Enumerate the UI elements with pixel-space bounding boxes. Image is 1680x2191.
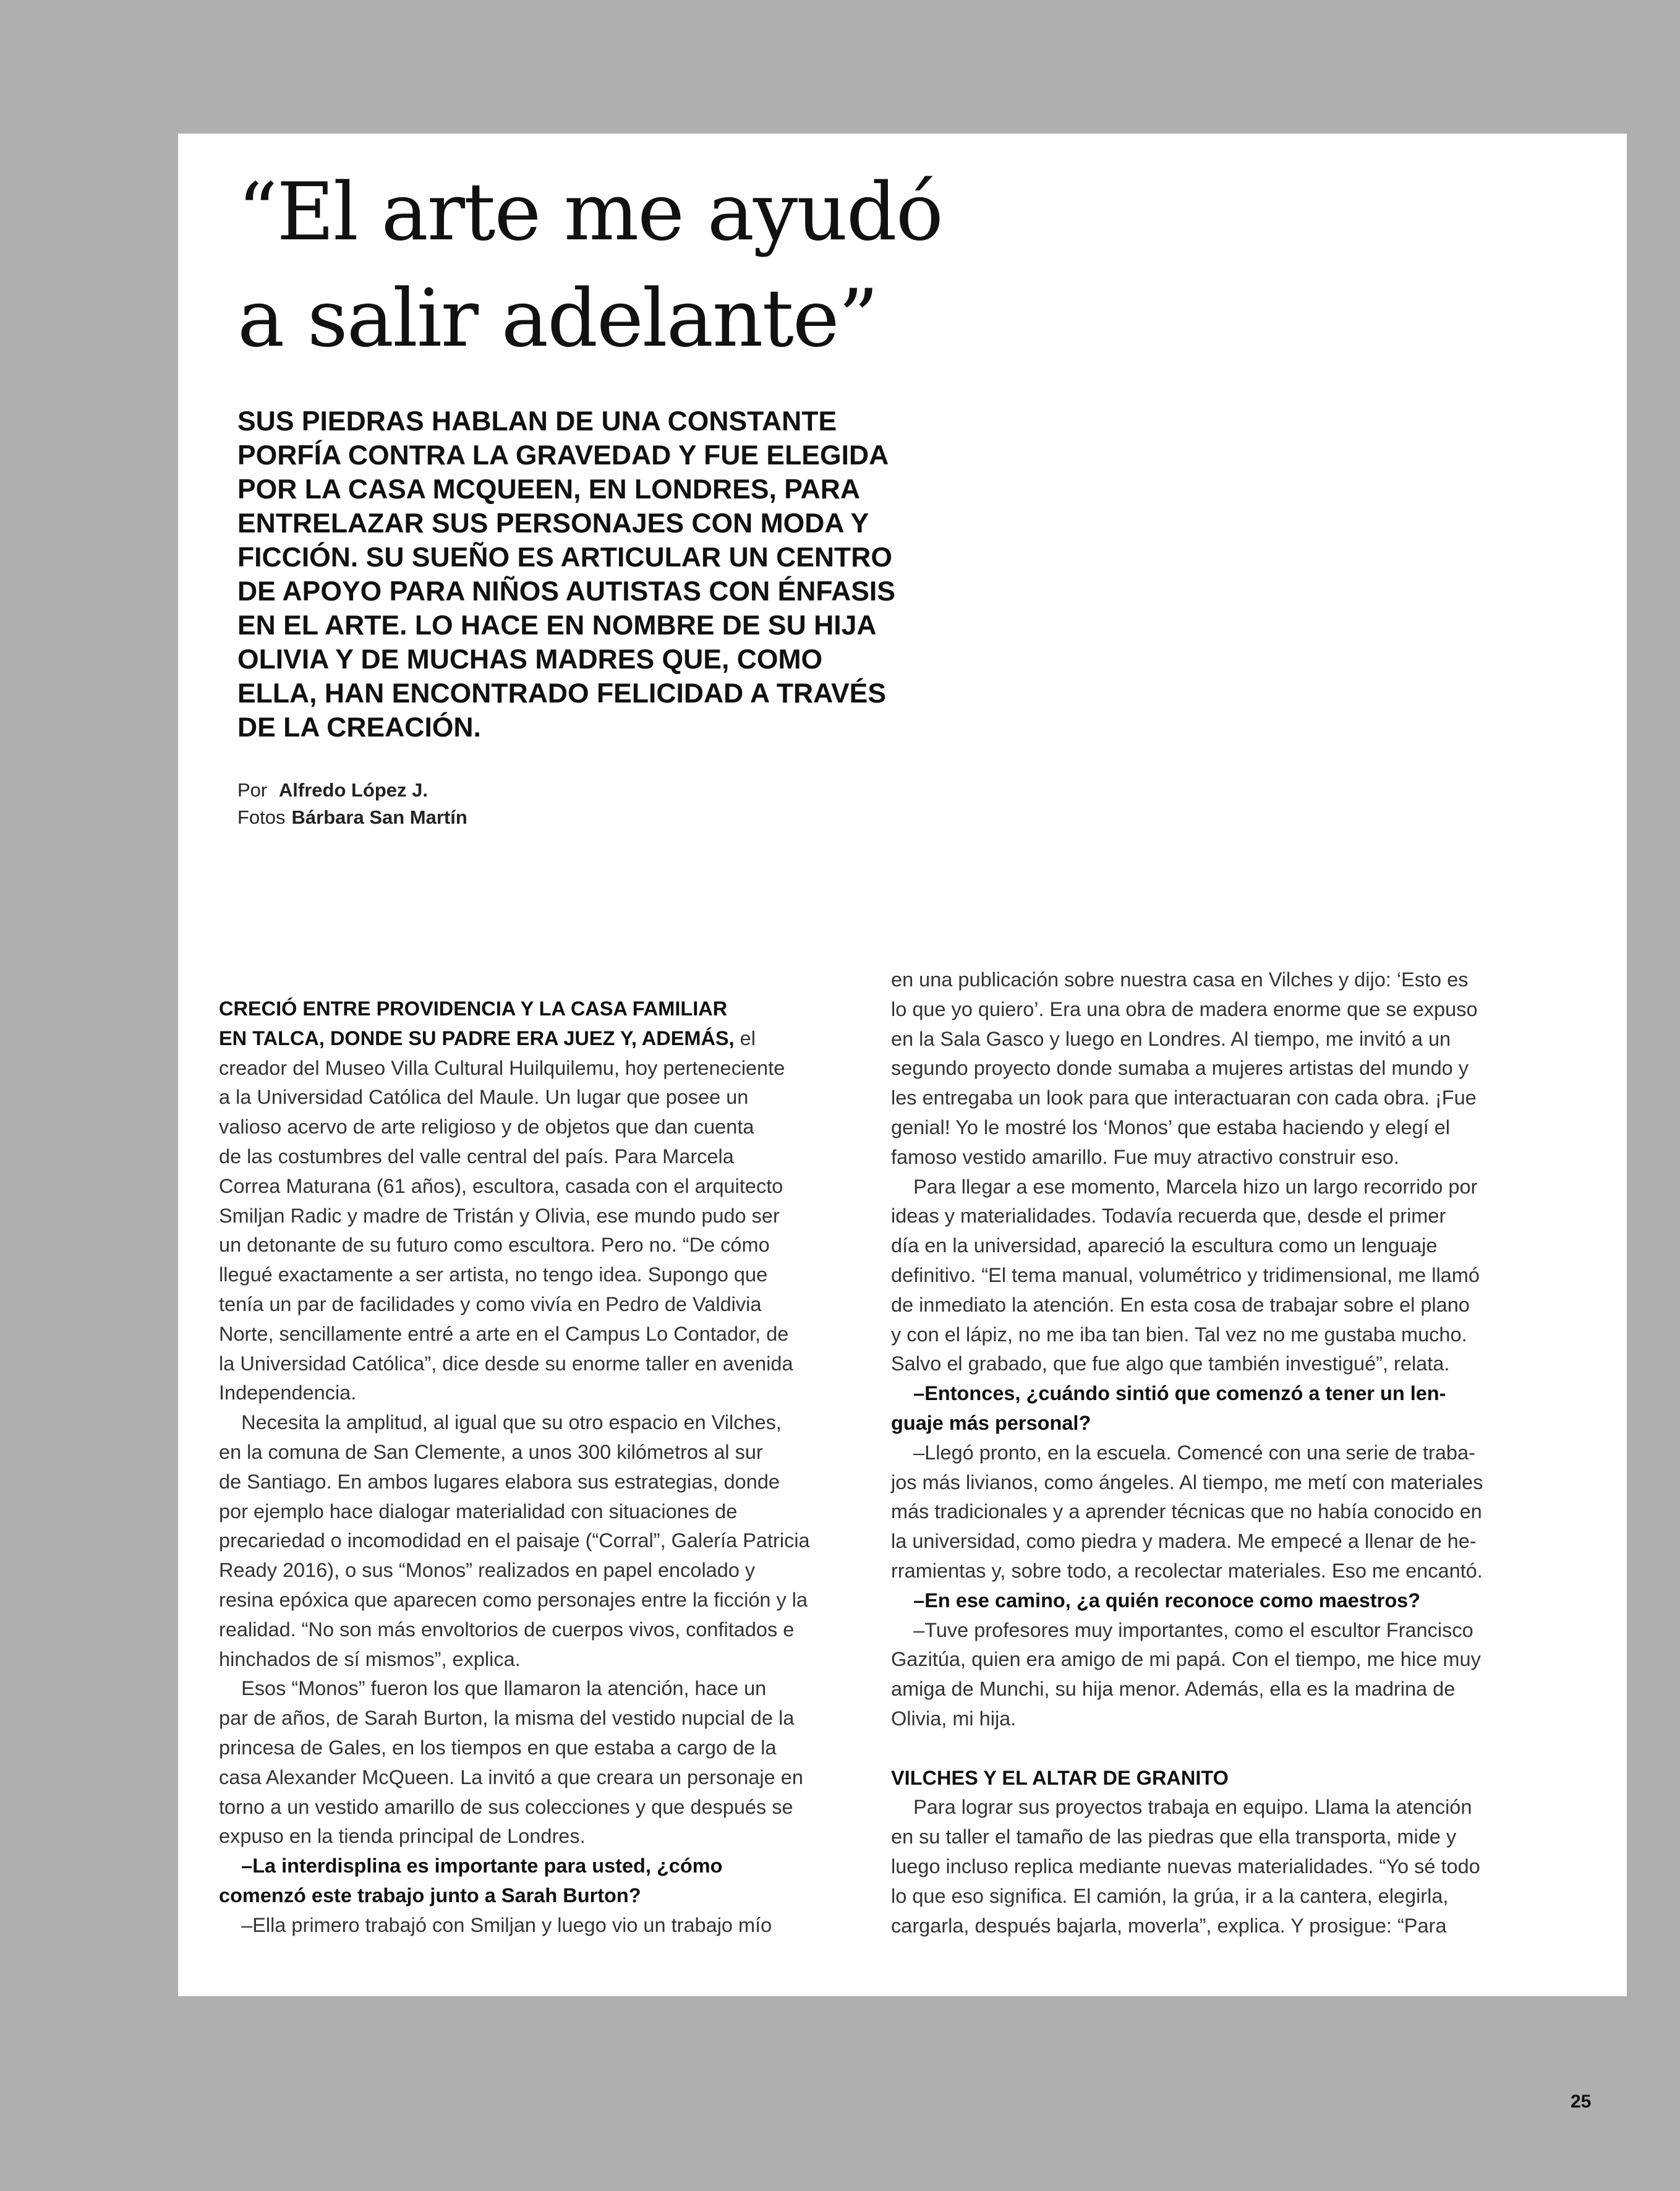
article-credits (237, 777, 467, 831)
line-text: –Llegó pronto, en la escuela. Comencé con una serie de traba- (891, 1441, 1475, 1464)
body-line (219, 1438, 846, 1467)
line-text: en la Sala Gasco y luego en Londres. Al tiempo, me invitó a un (891, 1027, 1451, 1050)
body-line (891, 1616, 1571, 1646)
line-text: Ready 2016), o sus “Monos” realizados en papel encolado y (219, 1559, 756, 1582)
lead-line: OLIVIA Y DE MUCHAS MADRES QUE, COMO (237, 644, 823, 675)
body-line (219, 1378, 846, 1408)
interview-question (219, 1851, 846, 1881)
body-line (891, 1852, 1571, 1882)
body-line (219, 1408, 846, 1438)
page-number: 25 (1571, 2091, 1592, 2112)
line-text: ideas y materialidades. Todavía recuerda que, desde el primer (891, 1205, 1446, 1228)
body-line (219, 1556, 846, 1586)
body-line (891, 1054, 1571, 1083)
line-text: torno a un vestido amarillo de sus colecciones y que después se (219, 1795, 793, 1818)
line-text: un detonante de su futuro como escultora. Pero no. “De cómo (219, 1234, 770, 1257)
body-line (891, 1143, 1571, 1172)
lead-line: FICCIÓN. SU SUEÑO ES ARTICULAR UN CENTRO (237, 542, 892, 573)
body-line (891, 1527, 1571, 1557)
line-text: la universidad, como piedra y madera. Me empecé a llenar de he- (891, 1530, 1477, 1553)
interview-question (891, 1409, 1571, 1438)
line-text: luego incluso replica mediante nuevas materialidades. “Yo sé todo (891, 1855, 1480, 1877)
body-line (891, 1349, 1571, 1379)
body-line (219, 1822, 846, 1851)
line-text: tenía un par de facilidades y como vivía en Pedro de Valdivia (219, 1292, 762, 1315)
lead-line: ENTRELAZAR SUS PERSONAJES CON MODA Y (237, 508, 869, 539)
line-text: de Santiago. En ambos lugares elabora sus estrategias, donde (219, 1470, 780, 1493)
article-lead (237, 404, 967, 745)
body-line (219, 994, 846, 1024)
line-text: guaje más personal? (891, 1411, 1091, 1434)
body-line (219, 1615, 846, 1645)
lead-line: EN EL ARTE. LO HACE EN NOMBRE DE SU HIJA (237, 610, 877, 641)
body-line (891, 1911, 1571, 1941)
body-line (219, 1260, 846, 1290)
line-text: VILCHES Y EL ALTAR DE GRANITO (891, 1766, 1229, 1789)
body-line (219, 1290, 846, 1320)
interview-question (219, 1881, 846, 1911)
body-line (219, 1202, 846, 1231)
line-text: en su taller el tamaño de las piedras que ella transporta, mide y (891, 1826, 1457, 1848)
magazine-page (178, 134, 1627, 1996)
body-line (891, 1497, 1571, 1527)
body-line (891, 1645, 1571, 1675)
line-text: de las costumbres del valle central del país. Para Marcela (219, 1145, 734, 1168)
body-line (891, 1438, 1571, 1468)
lead-line: DE LA CREACIÓN. (237, 712, 481, 743)
line-text: en la comuna de San Clemente, a unos 300 kilómetros al sur (219, 1440, 763, 1463)
body-line (219, 1231, 846, 1260)
line-text: Necesita la amplitud, al igual que su otro espacio en Vilches, (219, 1411, 782, 1434)
line-text: –Tuve profesores muy importantes, como el escultor Francisco (891, 1618, 1473, 1641)
line-text: en una publicación sobre nuestra casa en Vilches y dijo: ‘Esto es (891, 968, 1469, 991)
body-line (891, 1793, 1571, 1822)
line-text: día en la universidad, apareció la escultura como un lenguaje (891, 1234, 1438, 1257)
line-text: –En ese camino, ¿a quién reconoce como maestros? (891, 1589, 1421, 1612)
line-text: Para lograr sus proyectos trabaja en equipo. Llama la atención (891, 1796, 1472, 1819)
line-text: lo que yo quiero’. Era una obra de madera enorme que se expuso (891, 997, 1478, 1020)
line-text: Independencia. (219, 1382, 357, 1404)
body-line (219, 1526, 846, 1556)
paragraph-gap (891, 1734, 1571, 1764)
line-text: CRECIÓ ENTRE PROVIDENCIA Y LA CASA FAMILIAR (219, 997, 728, 1020)
body-line (219, 1320, 846, 1349)
line-text: definitivo. “El tema manual, volumétrico y tridimensional, me llamó (891, 1263, 1480, 1286)
line-text: rramientas y, sobre todo, a recolectar materiales. Eso me encantó. (891, 1559, 1483, 1582)
line-text: Correa Maturana (61 años), escultora, casada con el arquitecto (219, 1174, 783, 1197)
lead-line: ELLA, HAN ENCONTRADO FELICIDAD A TRAVÉS (237, 678, 887, 709)
line-text: –Entonces, ¿cuándo sintió que comenzó a tener un len- (891, 1382, 1446, 1405)
author-name: Alfredo López J. (278, 779, 429, 801)
author-label: Por (237, 779, 268, 801)
body-line (891, 1704, 1571, 1734)
body-line (219, 1586, 846, 1615)
line-text: casa Alexander McQueen. La invitó a que creara un personaje en (219, 1766, 803, 1788)
line-text: precariedad o incomodidad en el paisaje (“Corral”, Galería Patricia (219, 1529, 810, 1552)
line-text: les entregaba un look para que interactuaran con cada obra. ¡Fue (891, 1087, 1477, 1109)
body-line (891, 1231, 1571, 1261)
line-text: por ejemplo hace dialogar materialidad con situaciones de (219, 1500, 738, 1523)
lead-line: PORFÍA CONTRA LA GRAVEDAD Y FUE ELEGIDA (237, 440, 889, 471)
photographer-name: Bárbara San Martín (291, 806, 467, 828)
line-text: lo que eso significa. El camión, la grúa, ir a la cantera, elegirla, (891, 1884, 1449, 1907)
body-line (891, 1468, 1571, 1498)
body-line (891, 1083, 1571, 1113)
line-text: la Universidad Católica”, dice desde su enorme taller en avenida (219, 1352, 793, 1375)
body-line (219, 1763, 846, 1793)
body-line (891, 1822, 1571, 1852)
body-line (891, 1261, 1571, 1291)
body-line (219, 1024, 846, 1054)
body-line (219, 1172, 846, 1202)
interview-question (891, 1586, 1571, 1616)
author-credit (237, 777, 467, 804)
body-line (891, 965, 1571, 995)
body-line (219, 1911, 846, 1941)
lead-line: SUS PIEDRAS HABLAN DE UNA CONSTANTE (237, 406, 837, 437)
line-text: llegué exactamente a ser artista, no tengo idea. Supongo que (219, 1263, 768, 1286)
body-line (219, 1054, 846, 1083)
line-tail: el (734, 1027, 756, 1049)
line-text: expuso en la tienda principal de Londres. (219, 1825, 586, 1848)
body-line (891, 1025, 1571, 1054)
line-text: resina epóxica que aparecen como personajes entre la ficción y la (219, 1588, 808, 1611)
line-text: valioso acervo de arte religioso y de objetos que dan cuenta (219, 1116, 754, 1138)
body-line (891, 1320, 1571, 1350)
line-text: par de años, de Sarah Burton, la misma del vestido nupcial de la (219, 1707, 795, 1730)
body-line (219, 1113, 846, 1142)
line-text: Olivia, mi hija. (891, 1707, 1017, 1730)
line-text: jos más livianos, como ángeles. Al tiempo, me metí con materiales (891, 1471, 1483, 1493)
body-column-left (219, 994, 846, 1941)
line-text: Para llegar a ese momento, Marcela hizo un largo recorrido por (891, 1175, 1478, 1198)
line-text: realidad. “No son más envoltorios de cuerpos vivos, confitados e (219, 1618, 795, 1641)
line-text: amiga de Munchi, su hija menor. Además, ella es la madrina de (891, 1678, 1456, 1701)
body-line (219, 1467, 846, 1497)
line-text: princesa de Gales, en los tiempos en que estaba a cargo de la (219, 1736, 777, 1759)
body-line (891, 1291, 1571, 1320)
line-text: Smiljan Radic y madre de Tristán y Olivia, ese mundo pudo ser (219, 1204, 780, 1227)
article-title (237, 160, 1041, 372)
body-line (891, 1882, 1571, 1911)
photos-label: Fotos (237, 806, 286, 828)
body-line (219, 1704, 846, 1733)
body-line (219, 1793, 846, 1822)
lead-line: POR LA CASA MCQUEEN, EN LONDRES, PARA (237, 474, 861, 505)
line-text: genial! Yo le mostré los ‘Monos’ que estaba haciendo y elegí el (891, 1116, 1450, 1138)
line-text: –La interdisplina es importante para usted, ¿cómo (219, 1855, 723, 1877)
line-text: a la Universidad Católica del Maule. Un lugar que posee un (219, 1086, 749, 1109)
line-text: comenzó este trabajo junto a Sarah Burton? (219, 1884, 641, 1907)
line-text: creador del Museo Villa Cultural Huilquilemu, hoy perteneciente (219, 1056, 785, 1079)
line-text: Norte, sencillamente entré a arte en el Campus Lo Contador, de (219, 1322, 789, 1345)
line-text: de inmediato la atención. En esta cosa de trabajar sobre el plano (891, 1293, 1470, 1316)
line-text: Esos “Monos” fueron los que llamaron la atención, hace un (219, 1677, 767, 1700)
interview-question (891, 1379, 1571, 1409)
line-text: Gazitúa, quien era amigo de mi papá. Con el tiempo, me hice muy (891, 1648, 1481, 1671)
line-text: y con el lápiz, no me iba tan bien. Tal vez no me gustaba mucho. (891, 1323, 1467, 1346)
body-line (891, 1113, 1571, 1143)
body-column-right (891, 965, 1571, 1941)
section-heading (891, 1764, 1571, 1793)
body-line (891, 1557, 1571, 1586)
body-line (219, 1674, 846, 1704)
line-text: cargarla, después bajarla, moverla”, explica. Y prosigue: “Para (891, 1914, 1447, 1937)
body-line (891, 995, 1571, 1025)
body-line (219, 1645, 846, 1675)
body-line (219, 1733, 846, 1763)
body-line (891, 1172, 1571, 1202)
body-line (219, 1083, 846, 1113)
body-line (219, 1349, 846, 1379)
lead-line: DE APOYO PARA NIÑOS AUTISTAS CON ÉNFASIS (237, 576, 895, 607)
line-text: –Ella primero trabajó con Smiljan y luego vio un trabajo mío (219, 1913, 772, 1936)
body-line (891, 1202, 1571, 1231)
line-text: EN TALCA, DONDE SU PADRE ERA JUEZ Y, ADEMÁS, (219, 1027, 735, 1049)
line-text: famoso vestido amarillo. Fue muy atractivo construir eso. (891, 1145, 1399, 1168)
title-line: a salir adelante” (237, 273, 878, 365)
title-line: “El arte me ayudó (237, 166, 942, 258)
body-line (219, 1497, 846, 1527)
line-text: segundo proyecto donde sumaba a mujeres artistas del mundo y (891, 1057, 1469, 1080)
line-text: más tradicionales y a aprender técnicas que no había conocido en (891, 1500, 1482, 1523)
body-line (219, 1142, 846, 1172)
line-text: hinchados de sí mismos”, explica. (219, 1647, 521, 1670)
photo-credit (237, 804, 467, 831)
body-line (891, 1675, 1571, 1704)
line-text: Salvo el grabado, que fue algo que también investigué”, relata. (891, 1352, 1450, 1375)
